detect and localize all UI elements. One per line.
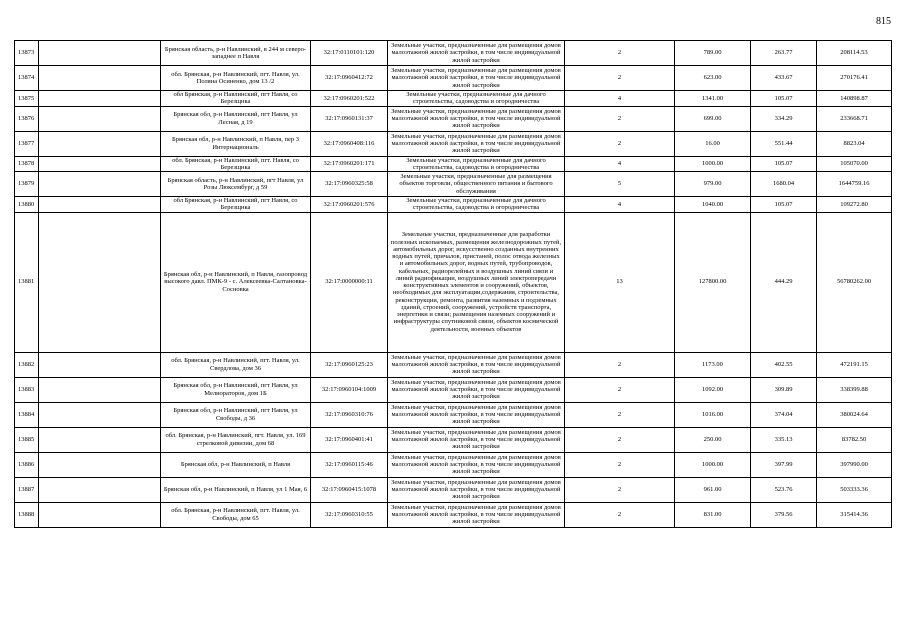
- area-cell: 1173.00: [675, 352, 751, 377]
- table-row: [15, 131, 892, 156]
- spacer-cell: [39, 427, 161, 452]
- area-cell: 250.00: [675, 427, 751, 452]
- specific-value-cell: 105.07: [751, 156, 817, 172]
- area-cell: 1092.00: [675, 377, 751, 402]
- row-number-cell: 13880: [15, 197, 39, 213]
- spacer-cell: [39, 41, 161, 66]
- area-cell: 831.00: [675, 502, 751, 527]
- cadastral-number-cell: 32:17:0960104:1009: [311, 377, 388, 402]
- cadastral-number-cell: 32:17:0960201:576: [311, 197, 388, 213]
- spacer-cell: [39, 402, 161, 427]
- land-use-purpose-cell: Земельные участки, предназначенные для размещения объектов торговли, общественного питания и бытового обслуживания: [388, 172, 565, 197]
- area-cell: 1016.00: [675, 402, 751, 427]
- cadastral-value-cell: 109272.80: [817, 197, 892, 213]
- table-row: [15, 427, 892, 452]
- specific-value-cell: 309.89: [751, 377, 817, 402]
- cadastral-number-cell: 32:17:0960310:55: [311, 502, 388, 527]
- cadastral-number-cell: 32:17:0960310:76: [311, 402, 388, 427]
- group-cell: 2: [565, 502, 675, 527]
- specific-value-cell: 334.29: [751, 106, 817, 131]
- row-number-cell: 13884: [15, 402, 39, 427]
- group-cell: 5: [565, 172, 675, 197]
- spacer-cell: [39, 377, 161, 402]
- specific-value-cell: 379.56: [751, 502, 817, 527]
- cadastral-value-cell: 503333.36: [817, 477, 892, 502]
- address-cell: обл. Брянская, р-н Навлинский, пгт. Навля, ул. Свободы, дом 65: [161, 502, 311, 527]
- row-number-cell: 13877: [15, 131, 39, 156]
- address-cell: Брянская область, р-н Навлинский, пгт Навля, ул Розы Люксембург, д 59: [161, 172, 311, 197]
- land-use-purpose-cell: Земельные участки, предназначенные для размещения домов малоэтажной жилой застройки, в том числе индивидуальной жилой застройки: [388, 352, 565, 377]
- group-cell: 2: [565, 402, 675, 427]
- address-cell: Брянская обл, р-н Навлинский, п Навля, газопровод высокого давл. ПМК-9 - с. Алексеевка-Салтановка-Сосновка: [161, 212, 311, 352]
- group-cell: 2: [565, 427, 675, 452]
- cadastral-number-cell: 32:17:0960201:522: [311, 91, 388, 107]
- specific-value-cell: 551.44: [751, 131, 817, 156]
- area-cell: 699.00: [675, 106, 751, 131]
- group-cell: 2: [565, 452, 675, 477]
- cadastral-number-cell: 32:17:0110101:120: [311, 41, 388, 66]
- cadastral-value-cell: 315414.36: [817, 502, 892, 527]
- area-cell: 979.00: [675, 172, 751, 197]
- land-use-purpose-cell: Земельные участки, предназначенные для размещения домов малоэтажной жилой застройки, в том числе индивидуальной жилой застройки: [388, 402, 565, 427]
- land-use-purpose-cell: Земельные участки, предназначенные для размещения домов малоэтажной жилой застройки, в том числе индивидуальной жилой застройки: [388, 66, 565, 91]
- address-cell: Брянская обл, р-н Навлинский, п Навля, ул 1 Мая, 6: [161, 477, 311, 502]
- spacer-cell: [39, 502, 161, 527]
- cadastral-value-cell: 105070.00: [817, 156, 892, 172]
- table-row: [15, 452, 892, 477]
- cadastral-value-cell: 397990.00: [817, 452, 892, 477]
- specific-value-cell: 263.77: [751, 41, 817, 66]
- spacer-cell: [39, 352, 161, 377]
- address-cell: Брянская обл, р-н Навлинский, п Навля: [161, 452, 311, 477]
- row-number-cell: 13876: [15, 106, 39, 131]
- cadastral-number-cell: 32:17:0000000:11: [311, 212, 388, 352]
- land-use-purpose-cell: Земельные участки, предназначенные для размещения домов малоэтажной жилой застройки, в том числе индивидуальной жилой застройки: [388, 131, 565, 156]
- table-row: [15, 156, 892, 172]
- cadastral-value-cell: 380024.64: [817, 402, 892, 427]
- cadastral-number-cell: 32:17:0960131:37: [311, 106, 388, 131]
- cadastral-number-cell: 32:17:0960412:72: [311, 66, 388, 91]
- spacer-cell: [39, 106, 161, 131]
- row-number-cell: 13879: [15, 172, 39, 197]
- address-cell: обл. Брянская, р-н Навлинский, пгт. Навля, со Березщнка: [161, 156, 311, 172]
- area-cell: 961.00: [675, 477, 751, 502]
- group-cell: 2: [565, 66, 675, 91]
- area-cell: 16.00: [675, 131, 751, 156]
- row-number-cell: 13873: [15, 41, 39, 66]
- spacer-cell: [39, 66, 161, 91]
- row-number-cell: 13882: [15, 352, 39, 377]
- group-cell: 4: [565, 91, 675, 107]
- area-cell: 1000.00: [675, 156, 751, 172]
- row-number-cell: 13878: [15, 156, 39, 172]
- land-use-purpose-cell: Земельные участки, предназначенные для дачного строительства, садоводства и огородничества: [388, 91, 565, 107]
- specific-value-cell: 105.07: [751, 91, 817, 107]
- address-cell: Брянская обл, р-н Навлинский, пгт Навля, ул Лесная, д 19: [161, 106, 311, 131]
- address-cell: обл. Брянская, р-н Навлинский, пгт. Навля, ул. Поляна Осиненко, дом 13 /2: [161, 66, 311, 91]
- land-use-purpose-cell: Земельные участки, предназначенные для размещения домов малоэтажной жилой застройки, в том числе индивидуальной жилой застройки: [388, 477, 565, 502]
- specific-value-cell: 523.76: [751, 477, 817, 502]
- table-row: [15, 197, 892, 213]
- address-cell: обл. Брянская, р-н Навлинский, пгт. Навля, ул. 169 стрелковой дивизии, дом 68: [161, 427, 311, 452]
- land-use-purpose-cell: Земельные участки, предназначенные для размещения домов малоэтажной жилой застройки, в том числе индивидуальной жилой застройки: [388, 502, 565, 527]
- cadastral-number-cell: 32:17:0960415:1078: [311, 477, 388, 502]
- address-cell: обл Брянская, р-н Навлинский, пгт Навля, со Березщнка: [161, 197, 311, 213]
- cadastral-number-cell: 32:17:0960401:41: [311, 427, 388, 452]
- address-cell: Брянская обл, р-н Навлинский, п Навля, пер 3 Интернациональ: [161, 131, 311, 156]
- cadastral-value-cell: 338399.88: [817, 377, 892, 402]
- group-cell: 2: [565, 131, 675, 156]
- area-cell: 1000.00: [675, 452, 751, 477]
- group-cell: 4: [565, 156, 675, 172]
- cadastral-value-cell: 472191.15: [817, 352, 892, 377]
- table-row: [15, 352, 892, 377]
- land-use-purpose-cell: Земельные участки, предназначенные для дачного строительства, садоводства и огородничества: [388, 197, 565, 213]
- cadastral-registry-table: [14, 40, 892, 528]
- address-cell: Брянская обл, р-н Навлинский, пгт Навля, ул Мелиораторов, дом 1Б: [161, 377, 311, 402]
- address-cell: обл. Брянская, р-н Навлинский, пгт. Навля, ул. Свердлова, дом 36: [161, 352, 311, 377]
- area-cell: 789.00: [675, 41, 751, 66]
- spacer-cell: [39, 452, 161, 477]
- spacer-cell: [39, 172, 161, 197]
- row-number-cell: 13887: [15, 477, 39, 502]
- spacer-cell: [39, 212, 161, 352]
- spacer-cell: [39, 477, 161, 502]
- land-use-purpose-cell: Земельные участки, предназначенные для размещения домов малоэтажной жилой застройки, в том числе индивидуальной жилой застройки: [388, 106, 565, 131]
- specific-value-cell: 335.13: [751, 427, 817, 452]
- area-cell: 127800.00: [675, 212, 751, 352]
- cadastral-value-cell: 140898.87: [817, 91, 892, 107]
- cadastral-number-cell: 32:17:0960408:116: [311, 131, 388, 156]
- address-cell: обл Брянская, р-н Навлинский, пгт Навля, со Березщнка: [161, 91, 311, 107]
- group-cell: 2: [565, 377, 675, 402]
- table-row: [15, 66, 892, 91]
- land-use-purpose-cell: Земельные участки, предназначенные для разработки полезных ископаемых, размещения железнодорожных путей, автомобильных дорог, искусственно созданных внутренних водных путей, причалов, пристаней, полос отвода железных и автомобильных дорог, водных путей, трубопроводов, кабельных, радиорелейных и воздушных линий связи и линий радиофикации, воздушных линий электропередачи конструктивных элементов и сооружений, объектов, необходимых для эксплуатации,содержания, строительства, реконструкции, ремонта, развития наземных и подземных зданий, строений, сооружений, устройств транспорта, энергетики и связи; размещения наземных сооружений и инфраструктуры спутниковой связи, объектов космической деятельности, военных объектов: [388, 212, 565, 352]
- specific-value-cell: 444.29: [751, 212, 817, 352]
- specific-value-cell: 374.04: [751, 402, 817, 427]
- group-cell: 4: [565, 197, 675, 213]
- row-number-cell: 13874: [15, 66, 39, 91]
- cadastral-value-cell: 56780262.00: [817, 212, 892, 352]
- row-number-cell: 13885: [15, 427, 39, 452]
- cadastral-value-cell: 208114.53: [817, 41, 892, 66]
- address-cell: Брянская обл, р-н Навлинский, пгт Навля, ул Свободы, д 36: [161, 402, 311, 427]
- table-row: [15, 402, 892, 427]
- group-cell: 13: [565, 212, 675, 352]
- row-number-cell: 13875: [15, 91, 39, 107]
- group-cell: 2: [565, 477, 675, 502]
- cadastral-value-cell: 83782.50: [817, 427, 892, 452]
- specific-value-cell: 402.55: [751, 352, 817, 377]
- land-use-purpose-cell: Земельные участки, предназначенные для размещения домов малоэтажной жилой застройки, в том числе индивидуальной жилой застройки: [388, 452, 565, 477]
- cadastral-value-cell: 8823.04: [817, 131, 892, 156]
- spacer-cell: [39, 197, 161, 213]
- table-row: [15, 106, 892, 131]
- land-use-purpose-cell: Земельные участки, предназначенные для размещения домов малоэтажной жилой застройки, в том числе индивидуальной жилой застройки: [388, 41, 565, 66]
- cadastral-number-cell: 32:17:0960325:58: [311, 172, 388, 197]
- area-cell: 623.00: [675, 66, 751, 91]
- specific-value-cell: 105.07: [751, 197, 817, 213]
- specific-value-cell: 433.67: [751, 66, 817, 91]
- table-row: [15, 212, 892, 352]
- address-cell: Брянская область, р-н Навлинский, в 244 м северо-западнее п Навля: [161, 41, 311, 66]
- group-cell: 2: [565, 352, 675, 377]
- specific-value-cell: 397.99: [751, 452, 817, 477]
- table-row: [15, 172, 892, 197]
- area-cell: 1341.00: [675, 91, 751, 107]
- cadastral-value-cell: 270176.41: [817, 66, 892, 91]
- group-cell: 2: [565, 106, 675, 131]
- cadastral-value-cell: 1644759.16: [817, 172, 892, 197]
- row-number-cell: 13886: [15, 452, 39, 477]
- table-row: [15, 502, 892, 527]
- cadastral-value-cell: 233668.71: [817, 106, 892, 131]
- table-row: [15, 477, 892, 502]
- land-use-purpose-cell: Земельные участки, предназначенные для размещения домов малоэтажной жилой застройки, в том числе индивидуальной жилой застройки: [388, 377, 565, 402]
- land-use-purpose-cell: Земельные участки, предназначенные для дачного строительства, садоводства и огородничества: [388, 156, 565, 172]
- row-number-cell: 13888: [15, 502, 39, 527]
- page-number: 815: [876, 16, 891, 27]
- spacer-cell: [39, 91, 161, 107]
- row-number-cell: 13883: [15, 377, 39, 402]
- specific-value-cell: 1680.04: [751, 172, 817, 197]
- table-row: [15, 91, 892, 107]
- cadastral-number-cell: 32:17:0960201:171: [311, 156, 388, 172]
- cadastral-number-cell: 32:17:0960115:46: [311, 452, 388, 477]
- area-cell: 1040.00: [675, 197, 751, 213]
- row-number-cell: 13881: [15, 212, 39, 352]
- table-row: [15, 377, 892, 402]
- group-cell: 2: [565, 41, 675, 66]
- table-row: [15, 41, 892, 66]
- land-use-purpose-cell: Земельные участки, предназначенные для размещения домов малоэтажной жилой застройки, в том числе индивидуальной жилой застройки: [388, 427, 565, 452]
- cadastral-number-cell: 32:17:0960125:23: [311, 352, 388, 377]
- spacer-cell: [39, 131, 161, 156]
- spacer-cell: [39, 156, 161, 172]
